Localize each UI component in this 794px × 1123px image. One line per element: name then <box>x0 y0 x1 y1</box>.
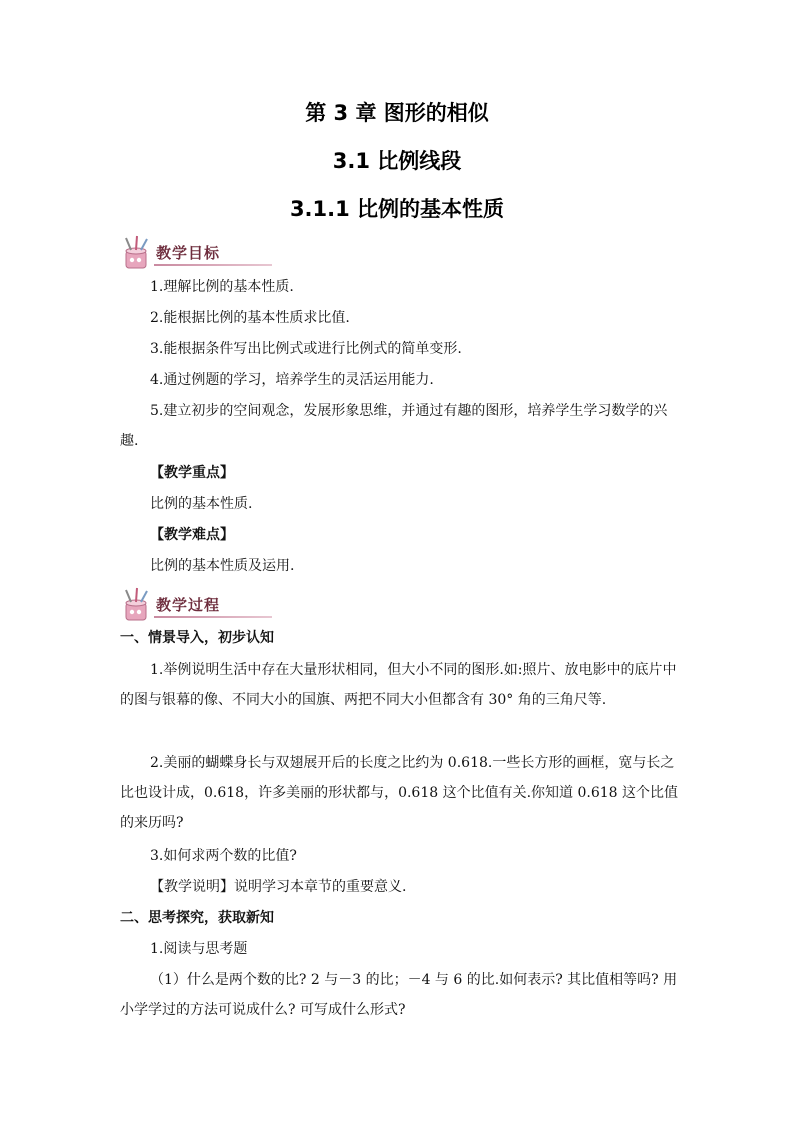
process-section-rule <box>154 616 272 618</box>
goal-item-3: 3.能根据条件写出比例式或进行比例式的简单变形. <box>150 341 462 357</box>
pencil-cup-icon <box>118 587 158 623</box>
part2-heading: 二、思考探究，获取新知 <box>120 910 274 926</box>
goal-item-4: 4.通过例题的学习，培养学生的灵活运用能力. <box>150 372 434 388</box>
goal-item-1: 1.理解比例的基本性质. <box>150 279 294 295</box>
section-title: 3.1 比例线段 <box>332 149 462 173</box>
part2-item-2: （1）什么是两个数的比? 2 与－3 的比；－4 与 6 的比.如何表示? 其比值相等吗? 用小学学过的方法可说成什么? 可写成什么形式? <box>120 972 678 1018</box>
goals-section-label: 教学目标 <box>156 244 221 262</box>
goal-item-5: 5.建立初步的空间观念，发展形象思维，并通过有趣的图形，培养学生学习数学的兴趣. <box>120 403 668 449</box>
part2-item-1: 1.阅读与思考题 <box>150 941 248 957</box>
part1-item-3: 3.如何求两个数的比值? <box>150 848 297 864</box>
process-section-label: 教学过程 <box>156 596 221 614</box>
pencil-cup-icon <box>118 235 158 271</box>
key-point-label: 【教学重点】 <box>150 465 234 481</box>
difficulty-label: 【教学难点】 <box>150 527 234 543</box>
part1-item-1: 1.举例说明生活中存在大量形状相同，但大小不同的图形.如:照片、放电影中的底片中的图与银幕的像、不同大小的国旗、两把不同大小但都含有 30° 角的三角尺等. <box>120 662 677 708</box>
goal-item-2: 2.能根据比例的基本性质求比值. <box>150 310 350 326</box>
key-point-text: 比例的基本性质. <box>150 496 253 512</box>
difficulty-text: 比例的基本性质及运用. <box>150 558 295 574</box>
goals-section-heading <box>118 235 278 271</box>
part1-heading: 一、情景导入，初步认知 <box>120 630 274 646</box>
process-section-heading <box>118 587 278 623</box>
chapter-title: 第 3 章 图形的相似 <box>305 101 489 125</box>
part1-note: 【教学说明】说明学习本章节的重要意义. <box>150 879 407 895</box>
part1-item-2: 2.美丽的蝴蝶身长与双翅展开后的长度之比约为 0.618.一些长方形的画框，宽与长之比也设计成，0.618，许多美丽的形状都与，0.618 这个比值有关.你知道 0.618 这个比值的来历吗? <box>120 755 679 831</box>
subsection-title: 3.1.1 比例的基本性质 <box>289 197 505 221</box>
goals-section-rule <box>154 264 272 266</box>
